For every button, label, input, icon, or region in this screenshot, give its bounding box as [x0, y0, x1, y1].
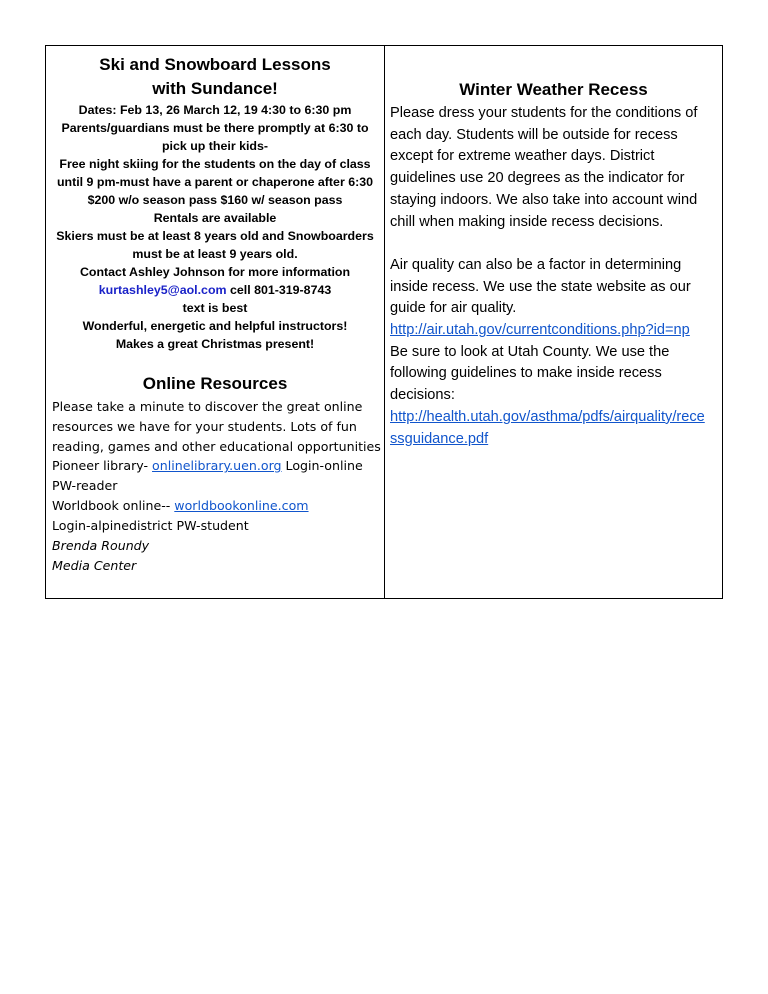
ski-line: pick up their kids- — [161, 139, 269, 153]
newsletter-table — [45, 45, 723, 599]
ski-line: Wonderful, energetic and helpful instructors! — [82, 319, 348, 333]
worldbook-login: Login-alpinedistrict PW-student — [52, 517, 249, 533]
ski-line: Rentals are available — [153, 211, 277, 225]
online-intro-line: reading, games and other educational opportunities — [52, 438, 381, 454]
winter-line: guidelines use 20 degrees as the indicator for — [390, 170, 685, 187]
ski-lessons-section — [46, 46, 384, 353]
ski-line: Makes a great Christmas present! — [115, 337, 315, 351]
pioneer-library-line — [52, 456, 384, 476]
worldbook-link[interactable]: worldbookonline.com — [174, 497, 309, 513]
air-quality-link[interactable]: http://air.utah.gov/currentconditions.php?id=np — [390, 322, 690, 339]
winter-recess-body — [385, 103, 722, 450]
right-column — [385, 46, 722, 598]
contact-line — [46, 281, 384, 299]
winter-line: each day. Students will be outside for recess — [390, 126, 678, 143]
utah-county-line: decisions: — [390, 387, 455, 404]
winter-line: Please dress your students for the conditions of — [390, 105, 698, 121]
ski-title-line2: with Sundance! — [152, 79, 278, 98]
signature-name: Brenda Roundy — [52, 537, 150, 553]
paragraph-gap — [390, 233, 722, 255]
air-quality-line: inside recess. We use the state website as our — [390, 278, 691, 295]
ski-line: Contact Ashley Johnson for more information — [79, 265, 351, 279]
ski-title-line1: Ski and Snowboard Lessons — [99, 55, 331, 74]
phone-text: cell 801-319-8743 — [226, 283, 332, 297]
winter-line: staying indoors. We also take into account wind — [390, 191, 698, 208]
online-intro-line: resources we have for your students. Lots of fun — [52, 418, 357, 434]
ski-line: $200 w/o season pass $160 w/ season pass — [87, 193, 343, 207]
pioneer-suffix: Login-online — [281, 458, 363, 474]
recess-guidance-link[interactable]: http://health.utah.gov/asthma/pdfs/airquality/rece — [390, 408, 705, 425]
recess-guidance-link[interactable]: ssguidance.pdf — [390, 430, 489, 447]
online-resources-title: Online Resources — [142, 374, 288, 393]
worldbook-line — [52, 496, 384, 516]
ski-line: until 9 pm-must have a parent or chaperone after 6:30 — [56, 175, 374, 189]
ski-line: text is best — [182, 301, 248, 315]
online-intro-line: Please take a minute to discover the great online — [52, 399, 363, 414]
winter-recess-title: Winter Weather Recess — [459, 80, 648, 99]
ski-line: Dates: Feb 13, 26 March 12, 19 4:30 to 6:30 pm — [78, 103, 352, 117]
pioneer-password: PW-reader — [52, 478, 118, 494]
ski-line: Skiers must be at least 8 years old and Snowboarders — [56, 229, 374, 243]
signature-title: Media Center — [52, 557, 137, 573]
email-link[interactable]: kurtashley5@aol.com — [98, 283, 227, 297]
worldbook-prefix: Worldbook online-- — [52, 497, 175, 513]
left-column — [46, 46, 385, 598]
ski-line: must be at least 9 years old. — [132, 247, 298, 261]
pioneer-prefix: Pioneer library- — [52, 458, 153, 474]
air-quality-line: Air quality can also be a factor in determining — [390, 256, 682, 273]
winter-line: chill when making inside recess decisions. — [390, 213, 664, 230]
pioneer-library-link[interactable]: onlinelibrary.uen.org — [152, 458, 282, 474]
utah-county-line: Be sure to look at Utah County. We use the — [390, 343, 670, 360]
ski-line: Parents/guardians must be there promptly at 6:30 to — [61, 121, 369, 135]
ski-line: Free night skiing for the students on the day of class — [59, 157, 371, 171]
winter-line: except for extreme weather days. District — [390, 148, 655, 165]
air-quality-line: guide for air quality. — [390, 300, 517, 317]
utah-county-line: following guidelines to make inside recess — [390, 365, 662, 382]
online-resources-body — [46, 397, 384, 576]
